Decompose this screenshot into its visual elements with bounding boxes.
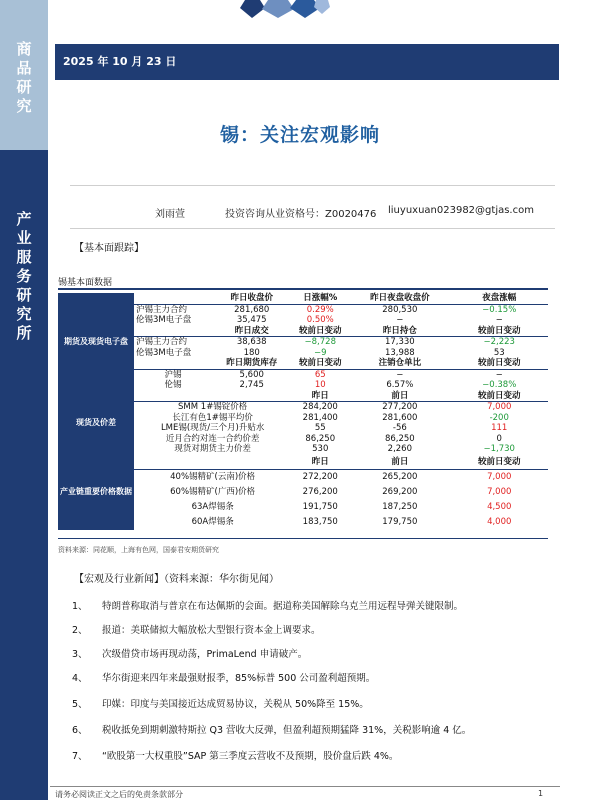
table-header-row: 昨日成交 较前日变动 昨日持仓 较前日变动 (58, 326, 548, 337)
report-title: 锡：关注宏观影响 (219, 124, 380, 146)
table-row: 伦锡 2,745 10 6.57% −0.38% (164, 380, 517, 391)
sidebar-commodity-research: 商 品 研 究 (16, 40, 32, 115)
author-divider (70, 228, 555, 229)
news-item: 4、 华尔街迎来四年来最强财报季，85%标普 500 公司盈利超预期。 (72, 673, 376, 684)
table-header-row: 产业链重要价格数据 昨日 前日 较前日变动 (58, 455, 548, 470)
table-source: 资料来源：同花顺，上海有色网，国泰君安期货研究 (58, 546, 219, 554)
table-row: 60%锡精矿(广西)价格 276,200 269,200 7,000 (170, 487, 512, 497)
table-row: LME锡(现货/三个月)升贴水 55 -56 111 (160, 423, 508, 434)
gems-decoration-icon (240, 0, 330, 18)
sidebar-industry-institute: 产 业 服 务 研 究 所 (16, 210, 32, 342)
title-divider (70, 185, 555, 186)
table-top-rule (58, 288, 548, 290)
footer-disclaimer: 请务必阅读正文之后的免责条款部分 (55, 790, 183, 799)
group-label: 期货及现货电子盘 (58, 293, 134, 391)
table-header-row: 昨日期货库存 较前日变动 注销仓单比 较前日变动 (58, 358, 548, 369)
group-label: 现货及价差 (58, 391, 134, 455)
author-name: 刘雨萱 (155, 209, 185, 220)
news-item: 5、 印媒：印度与美国接近达成贸易协议，关税从 50%降至 15%。 (72, 699, 369, 710)
footer-rule (50, 786, 560, 787)
author-license: 投资咨询从业资格号：Z0020476 (225, 209, 377, 220)
news-item: 7、 “欧股第一大权重股”SAP 第三季度云营收不及预期，股价盘后跌 4%。 (72, 751, 399, 762)
table-header-row: 现货及价差 昨日 前日 较前日变动 (58, 391, 548, 402)
table-row: 沪锡 5,600 65 − − (164, 369, 503, 380)
news-item: 6、 税收抵免到期刺激特斯拉 Q3 营收大反弹，但盈利超预期猛降 31%，关税影响逾 4 亿。 (72, 725, 472, 736)
table-row: 近月合约对连一合约价差 86,250 86,250 0 (165, 433, 502, 444)
column-header: 昨日收盘价 (212, 293, 291, 304)
table-row: 长江有色1#锡平均价 281,400 281,600 -200 (172, 412, 509, 423)
table-row: 伦锡3M电子盘 35,475 0.50% − − (136, 315, 503, 326)
table-row: 伦锡3M电子盘 180 −9 13,988 53 (136, 347, 505, 358)
table-row: 40%锡精矿(云南)价格 272,200 265,200 7,000 (170, 472, 512, 482)
author-email[interactable]: liuyuxuan023982@gtjas.com (388, 205, 534, 216)
group-label: 产业链重要价格数据 (58, 455, 134, 530)
tin-fundamentals-table (58, 293, 548, 530)
date-bar (55, 44, 559, 80)
table-row: 沪锡主力合约 38,638 −8,728 17,330 −2,223 (136, 337, 515, 348)
page-number: 1 (538, 789, 544, 798)
news-item: 1、 特朗普称取消与普京在布达佩斯的会面。据道称美国解除乌克兰用远程导弹关键限制。 (72, 601, 464, 612)
column-header: 昨日夜盘收盘价 (349, 293, 450, 304)
table-header-row (58, 293, 548, 304)
column-header: 夜盘涨幅 (450, 293, 548, 304)
news-heading: 【宏观及行业新闻】（资料来源：华尔街见闻） (74, 574, 279, 585)
basics-subheading: 锡基本面数据 (58, 278, 113, 288)
column-header: 日涨幅% (291, 293, 349, 304)
table-row: 63A焊锡条 191,750 187,250 4,500 (191, 502, 512, 512)
news-item: 2、 报道：美联储拟大幅放松大型银行资本金上调要求。 (72, 625, 321, 636)
table-row: SMM 1#锡锭价格 284,200 277,200 7,000 (178, 402, 512, 413)
table-row: 60A焊锡条 183,750 179,750 4,000 (191, 517, 512, 527)
basics-heading: 【基本面跟踪】 (74, 243, 144, 254)
table-bottom-rule (58, 538, 548, 539)
report-date: 2025 年 10 月 23 日 (63, 55, 177, 68)
news-item: 3、 次级借贷市场再现动荡，PrimaLend 申请破产。 (72, 649, 308, 660)
table-row: 沪锡主力合约 281,680 0.29% 280,530 −0.15% (136, 304, 517, 315)
table-row: 现货对期货主力价差 530 2,260 −1,730 (174, 444, 515, 455)
